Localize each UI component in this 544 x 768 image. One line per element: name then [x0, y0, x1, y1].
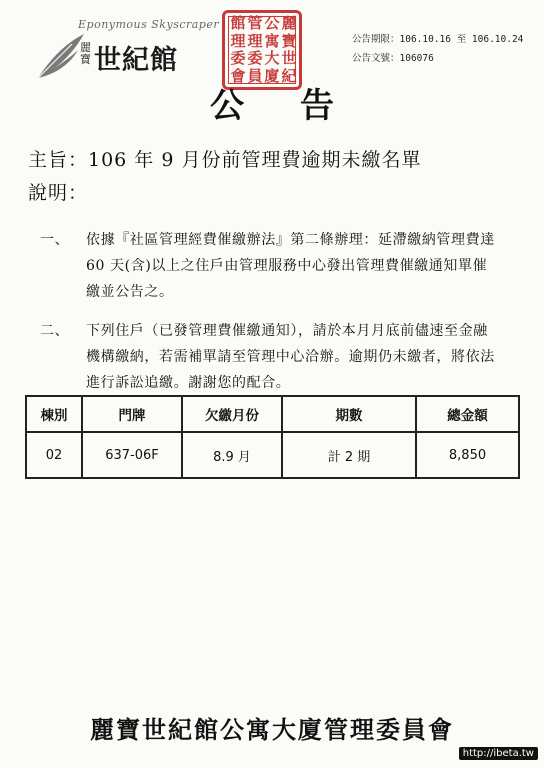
watermark-url: http://ibeta.tw: [459, 747, 538, 760]
footer-signature: 麗寶世紀館公寓大廈管理委員會: [90, 715, 454, 744]
logo-small-text: 麗寶: [80, 41, 91, 66]
notice-period: [352, 31, 523, 45]
seal-column: 館理委會: [230, 14, 246, 85]
column-header-periods: 期數: [282, 396, 416, 432]
table-header-row: [26, 396, 519, 432]
period-label: 公告期限：: [352, 34, 400, 45]
cell-building: 02: [26, 432, 82, 478]
column-header-total: 總金額: [416, 396, 519, 432]
seal-column: 管理委員: [247, 14, 263, 85]
table-row: [26, 432, 519, 478]
column-header-building: 棟別: [26, 396, 82, 432]
seal-column: 公寓大廈: [264, 14, 280, 85]
column-header-months: 欠繳月份: [182, 396, 282, 432]
notice-doc-number: [352, 50, 434, 64]
seal-column: 麗寶世紀: [281, 14, 297, 85]
item-text: 下列住戶（已發管理費催繳通知），請於本月月底前儘速至金融機構繳納，若需補單請至管理中心洽辦。逾期仍未繳者，將依法進行訴訟追繳。謝謝您的配合。: [86, 323, 495, 391]
cell-unit: 637-06F: [82, 432, 182, 478]
logo-script-text: Eponymous Skyscraper: [78, 18, 220, 31]
period-value: 106.10.16 至 106.10.24: [399, 34, 524, 45]
cell-periods: 計 2 期: [282, 432, 416, 478]
item-text: 依據『社區管理經費催繳辦法』第二條辦理：延滯繳納管理費達 60 天(含)以上之住戶由管理服務中心發出管理費催繳通知單催繳並公告之。: [86, 232, 495, 300]
explanation-label: 說明：: [28, 182, 89, 204]
item-number: 一、: [40, 232, 70, 248]
cell-total: 8,850: [416, 432, 519, 478]
cell-months: 8.9 月: [182, 432, 282, 478]
column-header-unit: 門牌: [82, 396, 182, 432]
explanation-item: [40, 318, 510, 398]
subject-line: 主旨：106 年 9 月份前管理費逾期未繳名單: [28, 149, 422, 171]
docno-label: 公告文號：: [352, 53, 400, 64]
page-title: 公告: [210, 86, 390, 126]
item-number: 二、: [40, 323, 70, 339]
logo-main-text: 世紀館: [94, 45, 178, 76]
arrears-table: [25, 395, 520, 479]
docno-value: 106076: [399, 53, 434, 64]
explanation-item: [40, 227, 510, 307]
